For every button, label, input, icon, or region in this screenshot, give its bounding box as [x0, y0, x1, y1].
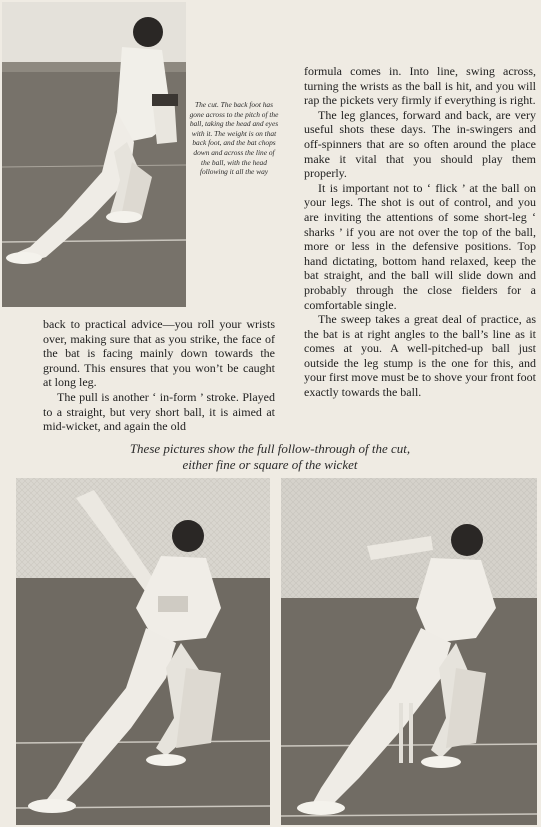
- photo-follow-through-fine: [16, 478, 270, 825]
- paragraph: The leg glances, forward and back, are very useful shots these days. The in-swingers and off-spinners that are so often around the place make it vital that you should play them properly.: [304, 107, 536, 181]
- photos-caption-line: These pictures show the full follow-through of the cut,: [129, 441, 411, 456]
- left-column-text: [43, 317, 275, 434]
- paragraph: The pull is another ‘ in-form ’ stroke. Played to a straight, but very short ball, it is aimed at mid-wicket, and again the old: [43, 389, 275, 434]
- paragraph: back to practical advice—you roll your wrists over, making sure that as you strike, the face of the bat is facing mainly down towards the ground. This ensures that you won’t be caught at long leg.: [43, 317, 275, 390]
- photos-caption: [40, 441, 500, 472]
- paragraph: It is important not to ‘ flick ’ at the ball on your legs. The shot is out of control, and you are inviting the attentions of some short-leg ‘ sharks ’ if you are not over the top of the ball, more or less in the defensive positions. Top hand dictating, bottom hand relaxed, keep the bat straight, and the ball will slide down and probably through the close fielders for a comfortable single.: [304, 180, 536, 312]
- paragraph: formula comes in. Into line, swing across, turning the wrists as the ball is hit, and you will rap the pickets very firmly if everything is right.: [304, 64, 536, 108]
- photos-caption-line: either fine or square of the wicket: [182, 456, 358, 472]
- paragraph: The sweep takes a great deal of practice, as the bat is at right angles to the ball’s line as it comes at you. A well-pitched-up ball just outside the leg stump is the one for this, and your first move must be to shove your front foot exactly towards the ball.: [304, 312, 536, 400]
- photo-cut-stroke: [2, 2, 186, 307]
- right-column-text: [304, 64, 536, 400]
- photo-follow-through-square: [281, 478, 537, 825]
- photo-caption-cut: The cut. The back foot has gone across to the pitch of the ball, taking the head and eyes with it. The weight is on that back foot, and the bat chops down and across the line of the ball, with the head following it all the way: [189, 100, 279, 177]
